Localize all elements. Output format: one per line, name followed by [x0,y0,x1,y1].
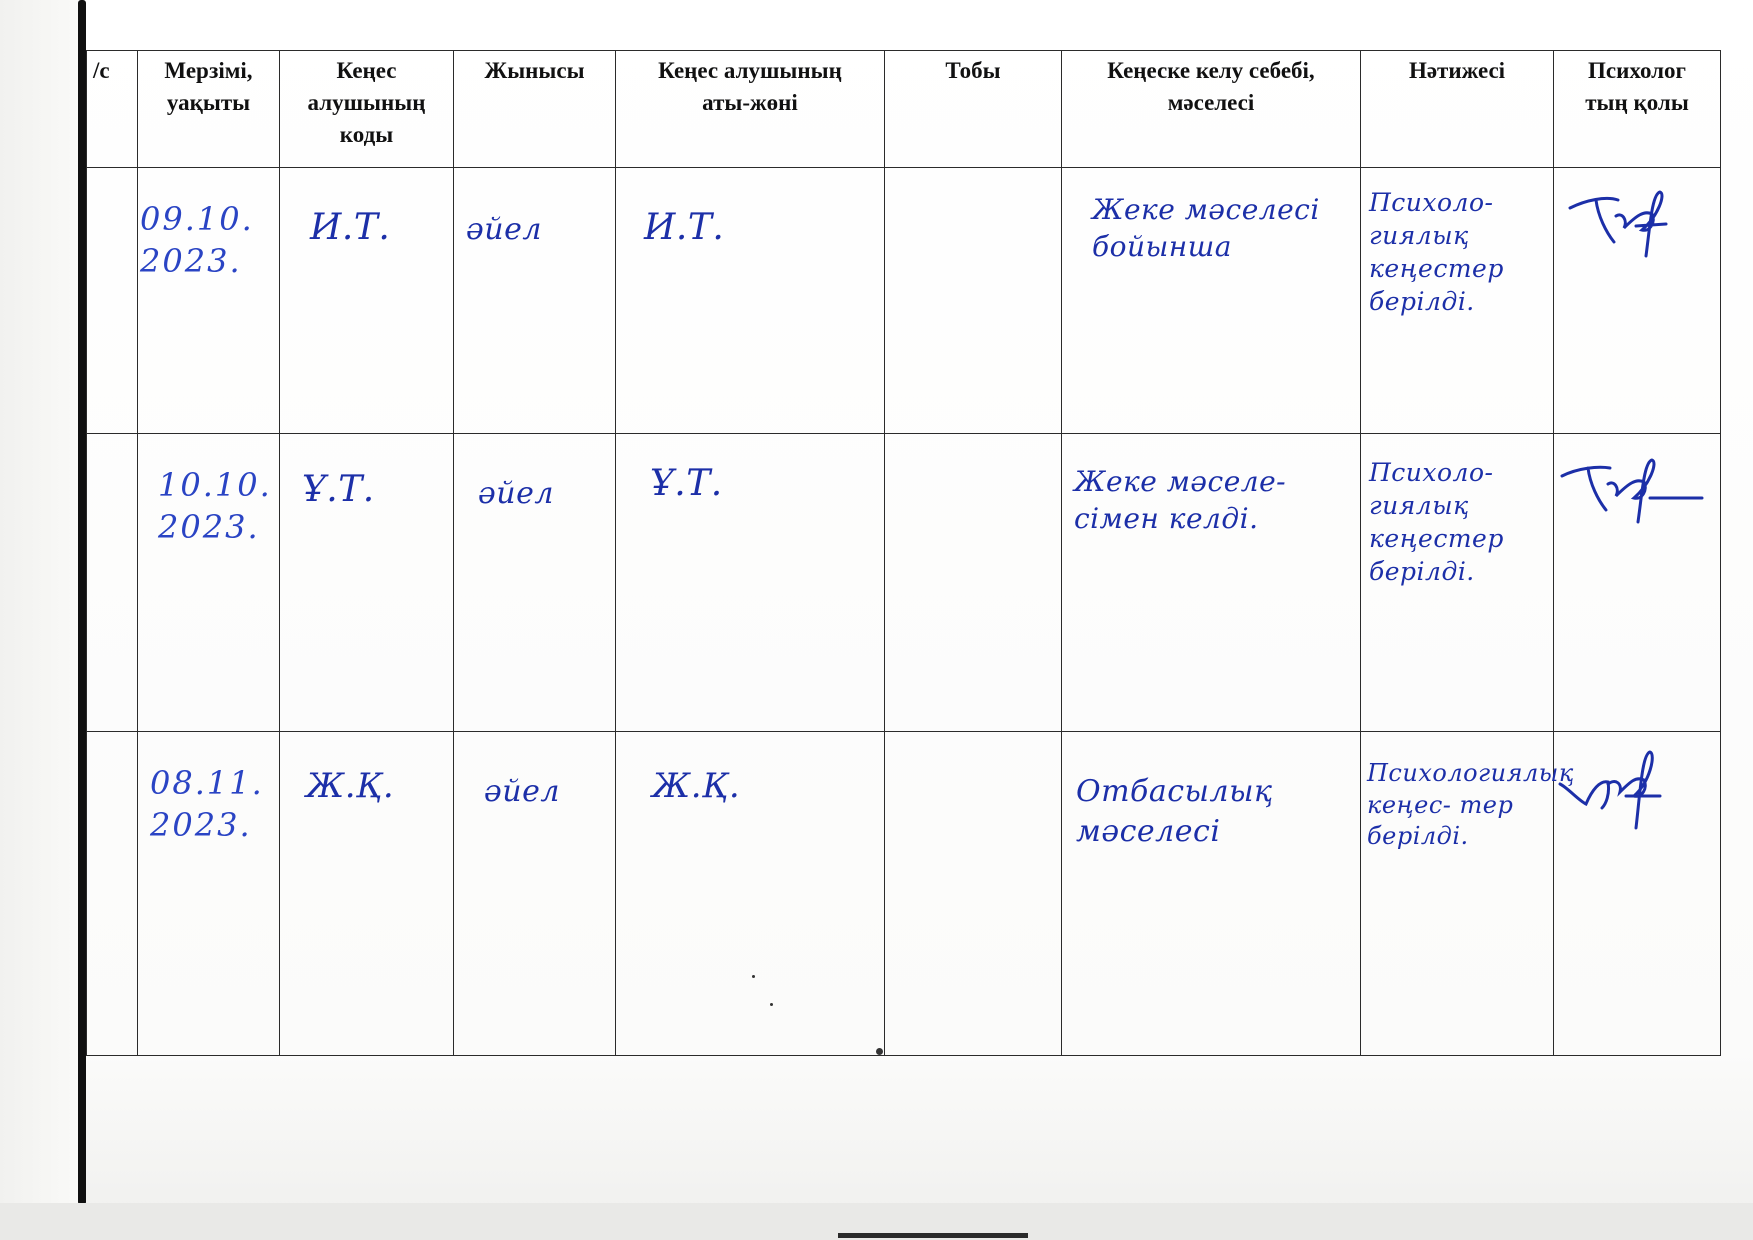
psychologist-signature [1556,744,1676,834]
header-client-name: Кеңес алушының аты-жөні [616,51,885,168]
scan-speck [876,1048,883,1055]
consultation-journal-table [86,50,1721,1056]
gender-cell: әйел [454,168,616,434]
result-cell: Психоло- гиялық кеңестер берілді. [1361,168,1554,434]
row-number [87,732,138,1056]
header-number: /с [87,51,138,168]
date-cell: 09.10. 2023. [138,168,280,434]
header-reason: Кеңеске келу себебі, мәселесі [1062,51,1361,168]
row-number [87,434,138,732]
reason-cell: Отбасылық мәселесі [1062,732,1361,1056]
psychologist-signature [1558,448,1708,528]
client-name-cell: Ж.Қ. [616,732,885,1056]
gender-cell: әйел [454,732,616,1056]
psychologist-signature [1566,186,1686,266]
header-date: Мерзімі, уақыты [138,51,280,168]
table-row [87,732,1721,1056]
gender-cell: әйел [454,434,616,732]
binding-edge [78,0,86,1205]
client-name-cell: Ұ.Т. [616,434,885,732]
client-code-cell: И.Т. [280,168,454,434]
header-gender: Жынысы [454,51,616,168]
client-name-cell: И.Т. [616,168,885,434]
reason-cell: Жеке мәселесі бойынша [1062,168,1361,434]
scan-speck [770,1003,773,1006]
signature-cell [1554,732,1721,1056]
header-result: Нәтижесі [1361,51,1554,168]
date-cell: 10.10. 2023. [138,434,280,732]
group-cell [885,168,1062,434]
reason-cell: Жеке мәселе- сімен келді. [1062,434,1361,732]
scan-speck [752,975,755,978]
row-number [87,168,138,434]
date-cell: 08.11. 2023. [138,732,280,1056]
page-edge-shadow [0,0,82,1240]
group-cell [885,732,1062,1056]
header-group: Тобы [885,51,1062,168]
header-client-code: Кеңес алушының коды [280,51,454,168]
header-row [87,51,1721,168]
signature-cell [1554,168,1721,434]
client-code-cell: Ж.Қ. [280,732,454,1056]
client-code-cell: Ұ.Т. [280,434,454,732]
table-row [87,434,1721,732]
header-signature: Психолог тың қолы [1554,51,1721,168]
table-row [87,168,1721,434]
group-cell [885,434,1062,732]
scan-artifact [838,1233,1028,1238]
signature-cell [1554,434,1721,732]
result-cell: Психологиялық кеңес- тер берілді. [1361,732,1554,1056]
result-cell: Психоло- гиялық кеңестер берілді. [1361,434,1554,732]
